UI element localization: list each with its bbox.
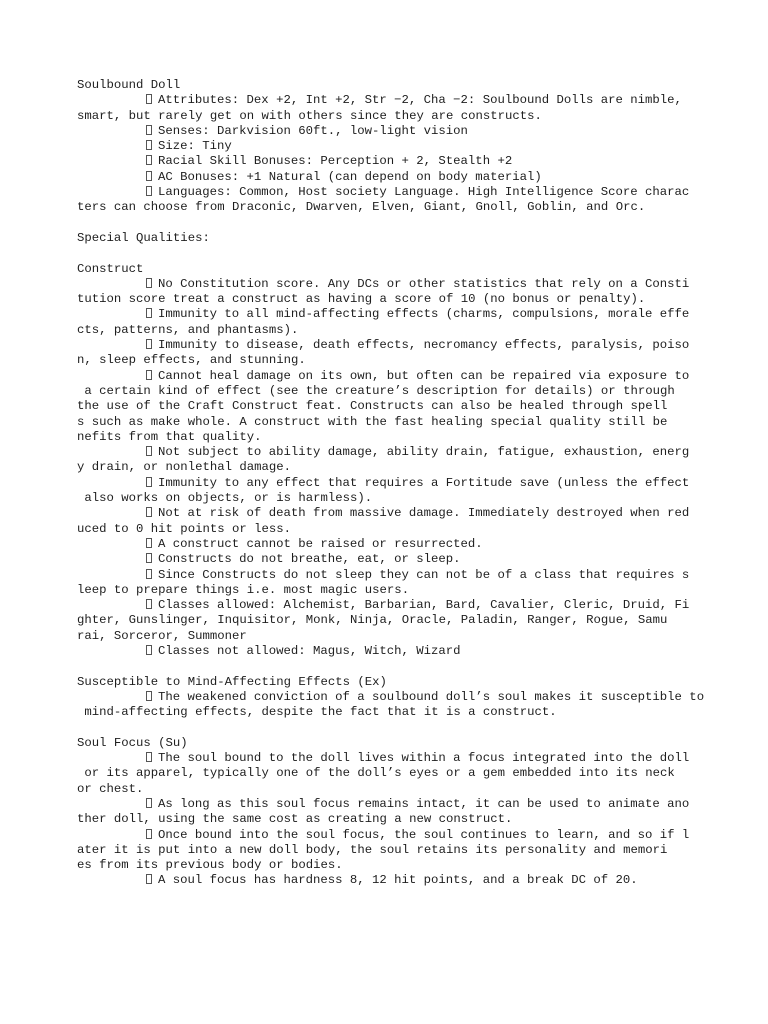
bullet-line [77, 537, 737, 552]
line-text: Attributes: Dex +2, Int +2, Str −2, Cha −2: Soulbound Dolls are nimble, [158, 93, 682, 108]
bullet-line [77, 185, 737, 200]
bullet-box-icon [146, 553, 152, 563]
bullet-line [77, 445, 737, 460]
line-text: Racial Skill Bonuses: Perception + 2, Stealth +2 [158, 154, 513, 169]
bullet-box-icon [146, 477, 152, 487]
bullet-box-icon [146, 370, 152, 380]
bullet-line [77, 139, 737, 154]
bullet-box-icon [146, 829, 152, 839]
line-text: Construct [77, 261, 144, 276]
bullet-box-icon [146, 691, 152, 701]
bullet-box-icon [146, 798, 152, 808]
text-line [77, 705, 737, 720]
bullet-box-icon [146, 171, 152, 181]
line-text: nefits from that quality. [77, 429, 262, 444]
line-text: tution score treat a construct as having a score of 10 (no bonus or penalty). [77, 292, 646, 307]
bullet-line [77, 598, 737, 613]
bullet-box-icon [146, 446, 152, 456]
line-text: cts, patterns, and phantasms). [77, 322, 299, 337]
line-text: also works on objects, or is harmless). [77, 491, 373, 506]
line-text: mind-affecting effects, despite the fact that it is a construct. [77, 705, 557, 720]
line-text: rai, Sorceror, Summoner [77, 628, 247, 643]
bullet-line [77, 873, 737, 888]
text-line [77, 491, 737, 506]
bullet-line [77, 338, 737, 353]
bullet-line [77, 277, 737, 292]
line-text: smart, but rarely get on with others since they are constructs. [77, 108, 542, 123]
line-text: Immunity to disease, death effects, necromancy effects, paralysis, poiso [158, 338, 690, 353]
line-text: Languages: Common, Host society Language. High Intelligence Score charac [158, 185, 690, 200]
blank-line [77, 720, 737, 735]
bullet-line [77, 506, 737, 521]
bullet-line [77, 154, 737, 169]
line-text: Immunity to all mind-affecting effects (charms, compulsions, morale effe [158, 307, 690, 322]
bullet-line [77, 93, 737, 108]
text-line [77, 858, 737, 873]
text-line [77, 766, 737, 781]
text-line [77, 399, 737, 414]
line-text: Senses: Darkvision 60ft., low-light vision [158, 123, 468, 138]
bullet-box-icon [146, 94, 152, 104]
line-text: uced to 0 hit points or less. [77, 521, 292, 536]
bullet-line [77, 369, 737, 384]
line-text: s such as make whole. A construct with the fast healing special quality still be [77, 414, 668, 429]
line-text: Cannot heal damage on its own, but often can be repaired via exposure to [158, 368, 690, 383]
bullet-line [77, 797, 737, 812]
bullet-line [77, 307, 737, 322]
document-title: Soulbound Doll [77, 78, 181, 92]
bullet-box-icon [146, 874, 152, 884]
text-line [77, 613, 737, 628]
line-text: A soul focus has hardness 8, 12 hit points, and a break DC of 20. [158, 873, 638, 888]
line-text: es from its previous body or bodies. [77, 858, 343, 873]
text-line [77, 200, 737, 215]
line-text: The soul bound to the doll lives within a focus integrated into the doll [158, 751, 690, 766]
bullet-box-icon [146, 308, 152, 318]
text-line [77, 522, 737, 537]
text-line [77, 736, 737, 751]
line-text: the use of the Craft Construct feat. Constructs can also be healed through spell [77, 399, 668, 414]
document-body [77, 78, 737, 889]
blank-line [77, 659, 737, 674]
text-line [77, 843, 737, 858]
bullet-line [77, 644, 737, 659]
bullet-line [77, 828, 737, 843]
bullet-line [77, 552, 737, 567]
line-text: AC Bonuses: +1 Natural (can depend on body material) [158, 169, 542, 184]
text-line [77, 353, 737, 368]
line-text: ters can choose from Draconic, Dwarven, Elven, Giant, Gnoll, Goblin, and Orc. [77, 200, 646, 215]
text-line [77, 323, 737, 338]
document-lines [77, 93, 737, 888]
blank-line [77, 246, 737, 261]
line-text: Immunity to any effect that requires a Fortitude save (unless the effect [158, 475, 690, 490]
line-text: n, sleep effects, and stunning. [77, 353, 306, 368]
bullet-box-icon [146, 752, 152, 762]
bullet-box-icon [146, 599, 152, 609]
bullet-line [77, 170, 737, 185]
text-line [77, 109, 737, 124]
bullet-box-icon [146, 538, 152, 548]
line-text: As long as this soul focus remains intact, it can be used to animate ano [158, 796, 690, 811]
text-line [77, 675, 737, 690]
bullet-box-icon [146, 155, 152, 165]
text-line [77, 384, 737, 399]
bullet-box-icon [146, 507, 152, 517]
bullet-line [77, 568, 737, 583]
line-text: Classes allowed: Alchemist, Barbarian, Bard, Cavalier, Cleric, Druid, Fi [158, 598, 690, 613]
bullet-line [77, 124, 737, 139]
line-text: Not at risk of death from massive damage. Immediately destroyed when red [158, 506, 690, 521]
line-text: Susceptible to Mind-Affecting Effects (Ex) [77, 674, 387, 689]
line-text: Special Qualities: [77, 230, 210, 245]
bullet-line [77, 476, 737, 491]
line-text: Classes not allowed: Magus, Witch, Wizard [158, 643, 461, 658]
line-text: or its apparel, typically one of the doll’s eyes or a gem embedded into its neck [77, 766, 675, 781]
line-text: Soul Focus (Su) [77, 735, 188, 750]
bullet-box-icon [146, 125, 152, 135]
text-line [77, 231, 737, 246]
text-line [77, 292, 737, 307]
line-text: No Constitution score. Any DCs or other statistics that rely on a Consti [158, 276, 690, 291]
line-text: Size: Tiny [158, 139, 232, 154]
bullet-line [77, 751, 737, 766]
text-line [77, 782, 737, 797]
bullet-box-icon [146, 278, 152, 288]
line-text: The weakened conviction of a soulbound doll’s soul makes it susceptible to [158, 689, 705, 704]
line-text: ater it is put into a new doll body, the soul retains its personality and memori [77, 842, 668, 857]
line-text: leep to prepare things i.e. most magic users. [77, 582, 410, 597]
line-text: ther doll, using the same cost as creating a new construct. [77, 812, 513, 827]
bullet-box-icon [146, 645, 152, 655]
blank-line [77, 216, 737, 231]
line-text: a certain kind of effect (see the creature’s description for details) or through [77, 383, 675, 398]
text-line [77, 262, 737, 277]
bullet-line [77, 690, 737, 705]
bullet-box-icon [146, 140, 152, 150]
bullet-box-icon [146, 339, 152, 349]
line-text: Not subject to ability damage, ability drain, fatigue, exhaustion, energ [158, 445, 690, 460]
line-text: Since Constructs do not sleep they can not be of a class that requires s [158, 567, 690, 582]
text-line [77, 812, 737, 827]
line-text: or chest. [77, 781, 144, 796]
line-text: Constructs do not breathe, eat, or sleep. [158, 552, 461, 567]
text-line [77, 629, 737, 644]
bullet-box-icon [146, 569, 152, 579]
line-text: A construct cannot be raised or resurrected. [158, 536, 483, 551]
text-line [77, 415, 737, 430]
text-line [77, 460, 737, 475]
line-text: y drain, or nonlethal damage. [77, 460, 292, 475]
line-text: Once bound into the soul focus, the soul continues to learn, and so if l [158, 827, 690, 842]
bullet-box-icon [146, 186, 152, 196]
text-line [77, 430, 737, 445]
line-text: ghter, Gunslinger, Inquisitor, Monk, Ninja, Oracle, Paladin, Ranger, Rogue, Samu [77, 613, 668, 628]
text-line [77, 583, 737, 598]
